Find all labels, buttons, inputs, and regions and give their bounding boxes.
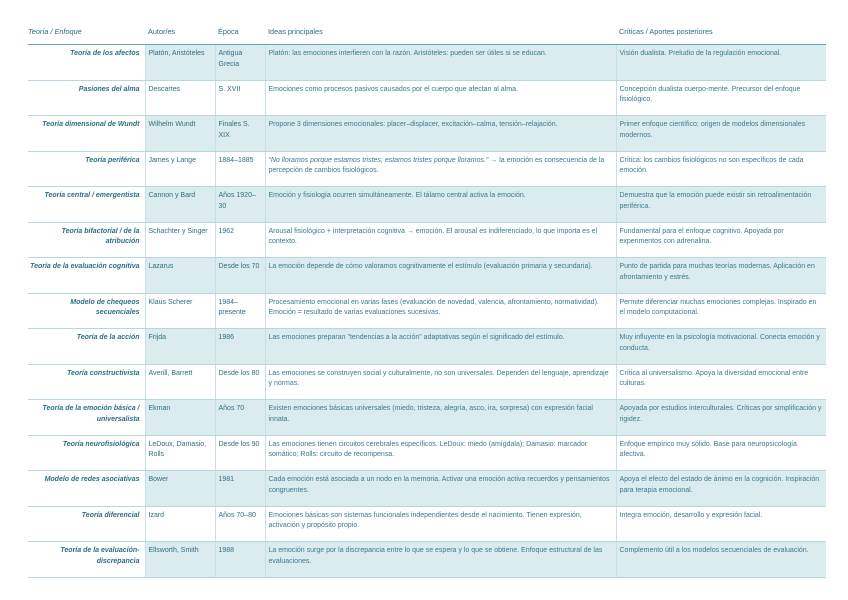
table-row — [28, 258, 826, 294]
cell-critiques: Enfoque empírico muy sólido. Base para neuropsicología afectiva. — [616, 435, 826, 471]
cell-epoch: 1884–1885 — [215, 151, 265, 187]
cell-theory: Teoría de la acción — [28, 329, 145, 365]
cell-theory: Teoría de la evaluación-discrepancia — [28, 542, 145, 578]
ideas-text: → la emoción es consecuencia de la percepción de cambios fisiológicos. — [268, 156, 605, 174]
cell-epoch: Años 70 — [215, 400, 265, 436]
cell-authors: Platón, Aristóteles — [145, 45, 215, 81]
cell-critiques: Visión dualista. Preludio de la regulación emocional. — [616, 45, 826, 81]
cell-authors: Cannon y Bard — [145, 187, 215, 223]
cell-authors: Bower — [145, 471, 215, 507]
ideas-quote: “No lloramos porque estamos tristes; estamos tristes porque lloramos.” — [268, 156, 489, 164]
cell-ideas: Cada emoción está asociada a un nodo en la memoria. Activar una emoción activa recuerdos y pensamientos congruentes. — [265, 471, 616, 507]
cell-ideas: Emociones como procesos pasivos causados por el cuerpo que afectan al alma. — [265, 80, 616, 116]
cell-theory: Teoría diferencial — [28, 506, 145, 542]
table-row — [28, 293, 826, 329]
cell-theory: Teoría constructivista — [28, 364, 145, 400]
cell-ideas: Las emociones tienen circuitos cerebrales específicos. LeDoux: miedo (amígdala); Damasio: marcador somático; Rolls: circuito de recompensa. — [265, 435, 616, 471]
cell-critiques: Concepción dualista cuerpo-mente. Precursor del enfoque fisiológico. — [616, 80, 826, 116]
cell-ideas: Emoción y fisiología ocurren simultáneamente. El tálamo central activa la emoción. — [265, 187, 616, 223]
table-row — [28, 506, 826, 542]
table-row — [28, 400, 826, 436]
cell-epoch: Antigua Grecia — [215, 45, 265, 81]
cell-ideas — [265, 151, 616, 187]
cell-authors: Klaus Scherer — [145, 293, 215, 329]
cell-epoch: Desde los 80 — [215, 364, 265, 400]
cell-ideas: Propone 3 dimensiones emocionales: placer–displacer, excitación–calma, tensión–relajación. — [265, 116, 616, 152]
cell-theory: Teoría de la emoción básica / universalista — [28, 400, 145, 436]
cell-critiques: Apoyada por estudios interculturales. Críticas por simplificación y rigidez. — [616, 400, 826, 436]
table-row — [28, 116, 826, 152]
table-row — [28, 542, 826, 578]
cell-theory: Teoría bifactorial / de la atribución — [28, 222, 145, 258]
cell-critiques: Fundamental para el enfoque cognitivo. Apoyada por experimentos con adrenalina. — [616, 222, 826, 258]
cell-authors: Lazarus — [145, 258, 215, 294]
cell-theory: Modelo de chequeos secuenciales — [28, 293, 145, 329]
cell-epoch: Desde los 70 — [215, 258, 265, 294]
cell-theory: Teoría de la evaluación cognitiva — [28, 258, 145, 294]
cell-authors: Ekman — [145, 400, 215, 436]
cell-ideas: Platón: las emociones interfieren con la razón. Aristóteles: pueden ser útiles si se educan. — [265, 45, 616, 81]
cell-epoch: 1962 — [215, 222, 265, 258]
cell-epoch: 1984–presente — [215, 293, 265, 329]
cell-epoch: 1986 — [215, 329, 265, 365]
cell-ideas: La emoción surge por la discrepancia entre lo que se espera y lo que se obtiene. Enfoque estructural de las evaluaciones. — [265, 542, 616, 578]
cell-authors: LeDoux, Damasio, Rolls — [145, 435, 215, 471]
cell-critiques: Punto de partida para muchas teorías modernas. Aplicación en afrontamiento y estrés. — [616, 258, 826, 294]
table-row — [28, 187, 826, 223]
cell-theory: Teoría neurofisiológica — [28, 435, 145, 471]
cell-authors: James y Lange — [145, 151, 215, 187]
cell-authors: Izard — [145, 506, 215, 542]
cell-authors: Wilhelm Wundt — [145, 116, 215, 152]
cell-authors: Schachter y Singer — [145, 222, 215, 258]
cell-critiques: Permite diferenciar muchas emociones complejas. Inspirado en el modelo computacional. — [616, 293, 826, 329]
cell-critiques: Primer enfoque científico; origen de modelos dimensionales modernos. — [616, 116, 826, 152]
cell-epoch: Años 1920–30 — [215, 187, 265, 223]
cell-ideas: Emociones básicas son sistemas funcionales independientes desde el nacimiento. Tienen expresión, activación y propósito propio. — [265, 506, 616, 542]
cell-theory: Teoría de los afectos — [28, 45, 145, 81]
cell-epoch: Desde los 90 — [215, 435, 265, 471]
cell-authors: Descartes — [145, 80, 215, 116]
cell-epoch: S. XVII — [215, 80, 265, 116]
cell-epoch: Años 70–80 — [215, 506, 265, 542]
header-authors: Autor/es — [145, 20, 215, 45]
cell-theory: Teoría periférica — [28, 151, 145, 187]
cell-theory: Modelo de redes asociativas — [28, 471, 145, 507]
header-critiques: Críticas / Aportes posteriores — [616, 20, 826, 45]
header-epoch: Época — [215, 20, 265, 45]
table-header-row — [28, 20, 826, 45]
table-row — [28, 471, 826, 507]
header-ideas: Ideas principales — [265, 20, 616, 45]
cell-authors: Averill, Barrett — [145, 364, 215, 400]
cell-authors: Frijda — [145, 329, 215, 365]
table-row — [28, 364, 826, 400]
cell-epoch: 1981 — [215, 471, 265, 507]
cell-critiques: Crítica: los cambios fisiológicos no son específicos de cada emoción. — [616, 151, 826, 187]
table-row — [28, 80, 826, 116]
cell-critiques: Integra emoción, desarrollo y expresión facial. — [616, 506, 826, 542]
cell-ideas: Procesamiento emocional en varias fases (evaluación de novedad, valencia, afrontamiento, normatividad). Emoción = resultado de varias evaluaciones sucesivas. — [265, 293, 616, 329]
cell-critiques: Muy influyente en la psicología motivacional. Conecta emoción y conducta. — [616, 329, 826, 365]
cell-ideas: Arousal fisiológico + interpretación cognitiva → emoción. El arousal es indiferenciado, lo que importa es el contexto. — [265, 222, 616, 258]
cell-theory: Teoría dimensional de Wundt — [28, 116, 145, 152]
cell-critiques: Complemento útil a los modelos secuenciales de evaluación. — [616, 542, 826, 578]
cell-ideas: La emoción depende de cómo valoramos cognitivamente el estímulo (evaluación primaria y secundaria). — [265, 258, 616, 294]
table-row — [28, 329, 826, 365]
cell-critiques: Apoya el efecto del estado de ánimo en la cognición. Inspiración para terapia emocional. — [616, 471, 826, 507]
cell-theory: Pasiones del alma — [28, 80, 145, 116]
cell-ideas: Las emociones preparan "tendencias a la acción" adaptativas según el significado del estímulo. — [265, 329, 616, 365]
table-row — [28, 151, 826, 187]
table-row — [28, 45, 826, 81]
cell-critiques: Crítica al universalismo. Apoya la diversidad emocional entre culturas. — [616, 364, 826, 400]
theories-table — [28, 20, 826, 578]
cell-epoch: 1988 — [215, 542, 265, 578]
cell-ideas: Existen emociones básicas universales (miedo, tristeza, alegría, asco, ira, sorpresa) con expresión facial innata. — [265, 400, 616, 436]
table-row — [28, 435, 826, 471]
cell-theory: Teoría central / emergentista — [28, 187, 145, 223]
cell-critiques: Demuestra que la emoción puede existir sin retroalimentación periférica. — [616, 187, 826, 223]
cell-authors: Ellsworth, Smith — [145, 542, 215, 578]
table-row — [28, 222, 826, 258]
cell-ideas: Las emociones se construyen social y culturalmente, no son universales. Dependen del lenguaje, aprendizaje y normas. — [265, 364, 616, 400]
header-theory: Teoría / Enfoque — [28, 20, 145, 45]
cell-epoch: Finales S. XIX — [215, 116, 265, 152]
